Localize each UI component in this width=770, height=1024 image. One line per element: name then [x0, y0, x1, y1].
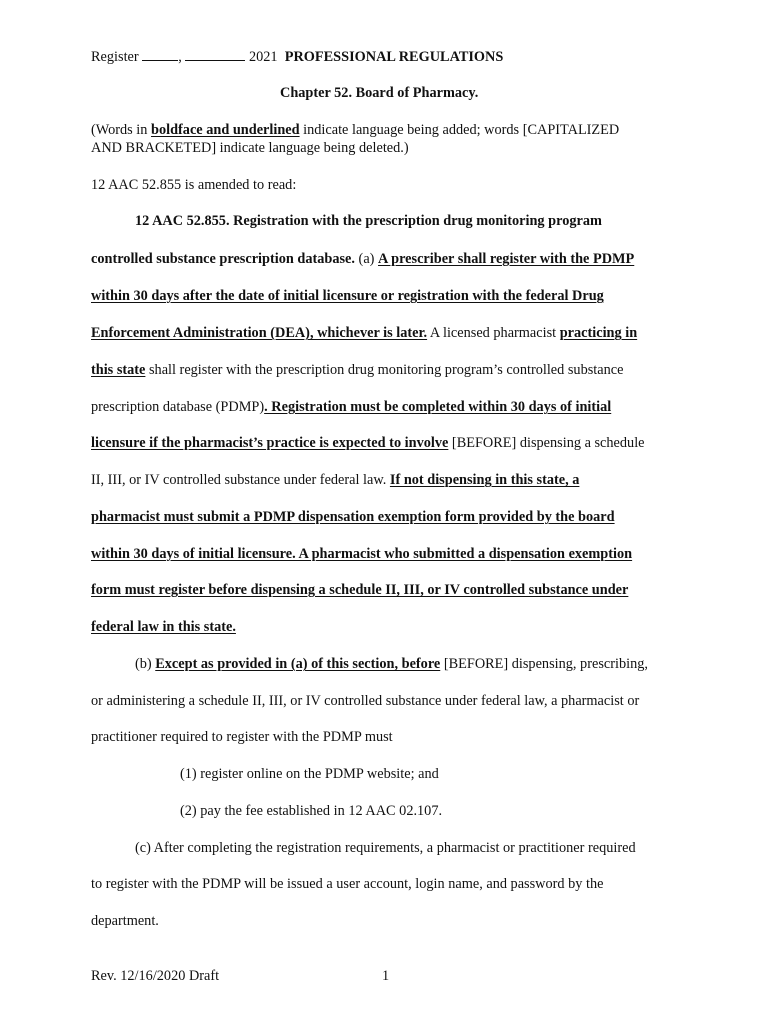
register-blank-1: [142, 47, 178, 61]
added-text: Enforcement Administration (DEA), whichever is later.: [91, 325, 428, 341]
para-a-line-3: [91, 324, 637, 342]
para-c-line-3: department.: [91, 913, 159, 929]
register-blank-2: [185, 47, 245, 61]
section-heading-cont: controlled substance prescription database.: [91, 251, 355, 267]
header-comma: ,: [178, 49, 182, 65]
note-rest: indicate language being added; words [CAPITALIZED: [299, 122, 620, 138]
para-a-line-1: [91, 250, 634, 268]
para-c-line-2: to register with the PDMP will be issued a user account, login name, and password by the: [91, 876, 604, 892]
added-text: A prescriber shall register with the PDMP: [378, 251, 635, 267]
note-line-2: AND BRACKETED] indicate language being deleted.): [91, 140, 409, 156]
note-open: (Words in: [91, 122, 152, 138]
header-year: 2021: [248, 49, 278, 65]
amend-intro: 12 AAC 52.855 is amended to read:: [91, 177, 297, 193]
para-b-item-2: (2) pay the fee established in 12 AAC 02.107.: [180, 803, 443, 819]
added-text: form must register before dispensing a schedule II, III, or IV controlled substance under: [91, 582, 629, 598]
para-a-line-4: [91, 361, 623, 379]
section-heading: 12 AAC 52.855. Registration with the prescription drug monitoring program: [135, 213, 602, 229]
page-header: [91, 47, 503, 66]
added-text: Except as provided in (a) of this section, before: [155, 656, 441, 672]
para-a-line-5: [91, 398, 611, 416]
para-b-line-3: practitioner required to register with the PDMP must: [91, 729, 393, 745]
para-text: prescription database (PDMP): [91, 399, 265, 415]
register-label: Register: [91, 49, 139, 65]
para-text: II, III, or IV controlled substance under federal law.: [91, 472, 390, 488]
added-text: within 30 days after the date of initial licensure or registration with the federal Drug: [91, 288, 604, 304]
note-bold-underlined: boldface and underlined: [151, 122, 300, 138]
added-text: practicing in: [559, 325, 638, 341]
header-title: PROFESSIONAL REGULATIONS: [284, 49, 504, 65]
added-text: federal law in this state.: [91, 619, 236, 635]
para-c-line-1: (c) After completing the registration requirements, a pharmacist or practitioner required: [135, 840, 636, 856]
note-line-1: [91, 121, 619, 139]
deleted-bracket-text: [BEFORE] dispensing, prescribing,: [440, 656, 648, 672]
added-text: If not dispensing in this state, a: [389, 472, 580, 488]
para-b-label: (b): [135, 656, 156, 672]
para-b-line-2: or administering a schedule II, III, or IV controlled substance under federal law, a pharmacist or: [91, 693, 640, 709]
page-number: 1: [382, 968, 390, 984]
added-text: pharmacist must submit a PDMP dispensation exemption form provided by the board: [91, 509, 615, 525]
added-text: within 30 days of initial licensure. A pharmacist who submitted a dispensation exemption: [91, 546, 633, 562]
deleted-bracket-text: [BEFORE] dispensing a schedule: [448, 435, 645, 451]
para-text: A licensed pharmacist: [427, 325, 560, 341]
chapter-title: Chapter 52. Board of Pharmacy.: [280, 85, 479, 101]
added-text: this state: [91, 362, 146, 378]
added-text: licensure if the pharmacist’s practice is expected to involve: [91, 435, 449, 451]
para-a-line-6: [91, 434, 645, 452]
para-b-line-1: [135, 655, 648, 673]
para-a-line-7: [91, 471, 579, 489]
para-text: shall register with the prescription drug monitoring program’s controlled substance: [145, 362, 624, 378]
added-text: . Registration must be completed within 30 days of initial: [264, 399, 612, 415]
para-b-item-1: (1) register online on the PDMP website; and: [180, 766, 439, 782]
para-a-label: (a): [354, 251, 379, 267]
footer-draft: Rev. 12/16/2020 Draft: [91, 968, 220, 984]
